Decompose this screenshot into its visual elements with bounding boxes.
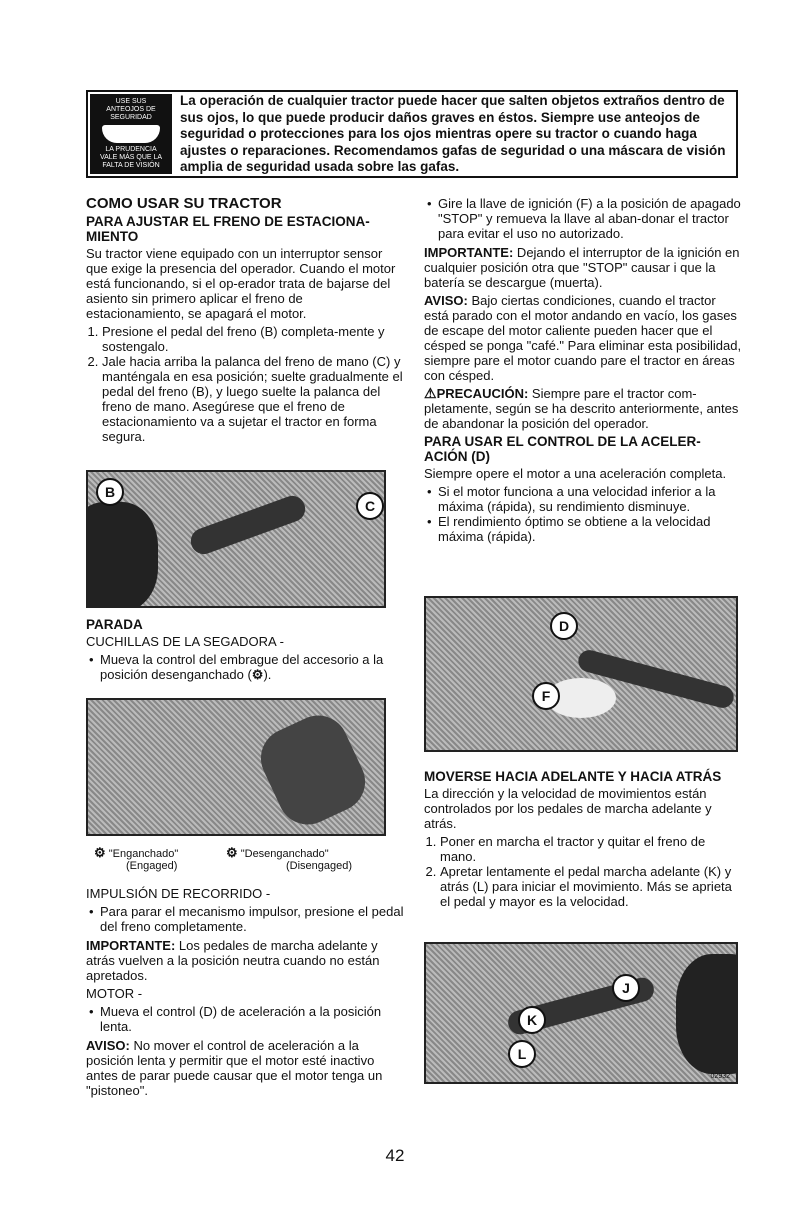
aviso-label: AVISO: — [424, 293, 468, 308]
clutch-control-photo — [86, 698, 386, 836]
callout-j: J — [612, 974, 640, 1002]
throttle-list — [424, 484, 742, 544]
icon-text-line: SEGURIDAD — [110, 114, 152, 121]
parking-brake-intro: Su tractor viene equipado con un interruptor sensor que exige la presencia del operador. Cuando el motor está funcionando, si el op-erador trata de bajarse del asiento sin primero aplicar el freno de estacionamiento, se apagará el motor. — [86, 246, 396, 321]
callout-l: L — [508, 1040, 536, 1068]
caution-text: Siempre pare el tractor com-pletamente, según se ha descrito anteriormente, antes de abandonar la posición del operador. — [424, 386, 739, 431]
list-item: • Si el motor funciona a una velocidad inferior a la máxima (rápida), su rendimiento disminuye. — [438, 484, 742, 514]
move-heading: MOVERSE HACIA ADELANTE Y HACIA ATRÁS — [424, 769, 722, 784]
aviso-note — [86, 1038, 404, 1098]
aviso-note — [424, 293, 742, 383]
drive-list — [86, 904, 404, 934]
engaged-label: "Enganchado" — [108, 848, 179, 860]
section-title: COMO USAR SU TRACTOR — [86, 195, 282, 212]
callout-c: C — [356, 492, 384, 520]
list-item — [100, 652, 404, 682]
throttle-heading: PARA USAR EL CONTROL DE LA ACELER-ACIÓN (D) — [424, 434, 701, 464]
list-item: • Mueva el control (D) de aceleración a la posición lenta. — [100, 1004, 404, 1034]
blades-bullet-text: Mueva la control del embrague del accesorio a la posición desenganchado ( — [100, 652, 384, 682]
disengaged-label: "Desenganchado" — [240, 848, 329, 860]
stop-section — [86, 614, 404, 686]
right-column — [424, 196, 742, 548]
callout-d: D — [550, 612, 578, 640]
tire-shape — [676, 954, 738, 1074]
important-label: IMPORTANTE: — [424, 245, 514, 260]
callout-b: B — [96, 478, 124, 506]
icon-text-line: LA PRUDENCIA — [105, 146, 157, 153]
drive-section — [86, 886, 404, 1101]
aviso-text: Bajo ciertas condiciones, cuando el tractor está parado con el motor andando en vacío, los gases de escape del motor caliente pueden hacer que el césped se ponga "café." Para eliminar esta posibilidad, siempre pare el motor cuando pare el tractor en áreas con césped. — [424, 293, 742, 383]
engaged-icon: ⚙ — [94, 845, 106, 860]
safety-goggles-icon — [90, 94, 172, 174]
important-label: IMPORTANTE: — [86, 938, 176, 953]
list-item: • Para parar el mecanismo impulsor, presione el pedal del freno completamente. — [100, 904, 404, 934]
icon-text-line: USE SUS — [115, 98, 147, 105]
blade-symbol-icon: ⚙ — [251, 667, 264, 682]
disengaged-icon: ⚙ — [226, 845, 238, 860]
aviso-label: AVISO: — [86, 1038, 130, 1053]
photo-code: 02932 — [710, 1073, 730, 1080]
blades-bullet-end: ). — [263, 667, 272, 682]
move-section — [424, 766, 742, 913]
disengaged-english: (Disengaged) — [286, 860, 353, 872]
brake-photo — [86, 470, 386, 608]
list-item: • Gire la llave de ignición (F) a la posición de apagado "STOP" y remueva la llave al aban-donar el tractor para evitar el uso no autorizado. — [438, 196, 742, 241]
parking-brake-heading: PARA AJUSTAR EL FRENO DE ESTACIONA-MIENTO — [86, 214, 370, 244]
list-item: 1. Presione el pedal del freno (B) completa-mente y sostengalo. — [102, 324, 404, 354]
engaged-symbol — [94, 846, 178, 861]
list-item: 1. Poner en marcha el tractor y quitar el freno de mano. — [440, 834, 742, 864]
list-item: 2. Apretar lentamente el pedal marcha adelante (K) y atrás (L) para iniciar el movimiento. Más se aprieta el pedal y mayor es la velocidad. — [440, 864, 742, 909]
parking-brake-steps — [86, 324, 404, 444]
warning-triangle-icon: ⚠ — [424, 385, 437, 401]
blades-list — [86, 652, 404, 682]
important-text: Dejando el interruptor de la ignición en cualquier posición otra que "STOP" causar i que la batería se descargue (muerta). — [424, 245, 740, 290]
move-intro: La dirección y la velocidad de movimientos están controlados por los pedales de marcha adelante y atrás. — [424, 786, 712, 831]
callout-k: K — [518, 1006, 546, 1034]
page-number: 42 — [385, 1146, 405, 1165]
move-steps — [424, 834, 742, 909]
throttle-intro: Siempre opere el motor a una aceleración completa. — [424, 466, 727, 481]
list-item: 2. Jale hacia arriba la palanca del freno de mano (C) y manténgala en esa posición; suelte gradualmente el pedal del freno (B), y luego suelte la palanca del freno de mano. Asegúrese que el freno de estacionamiento va a sujetar el tractor en forma segura. — [102, 354, 404, 444]
blades-heading: CUCHILLAS DE LA SEGADORA - — [86, 634, 284, 649]
left-column — [86, 196, 404, 448]
ignition-list — [424, 196, 742, 241]
clutch-lever-shape — [251, 706, 375, 835]
tire-shape — [86, 502, 158, 608]
motor-heading: MOTOR - — [86, 986, 143, 1001]
important-note — [424, 245, 742, 290]
stop-heading: PARADA — [86, 617, 143, 632]
aviso-text: No mover el control de aceleración a la posición lenta y permitir que el motor esté inactivo antes de parar puede causar que el motor tenga un "pistoneo". — [86, 1038, 383, 1098]
throttle-photo — [424, 596, 738, 752]
important-text: Los pedales de marcha adelante y atrás vuelven a la posición neutra cuando no están apretados. — [86, 938, 380, 983]
icon-text-line: FALTA DE VISIÓN — [102, 162, 160, 169]
drive-heading: IMPULSIÓN DE RECORRIDO - — [86, 886, 271, 901]
caution-note — [424, 386, 742, 431]
icon-text-line: VALE MÁS QUE LA — [99, 154, 163, 161]
caution-label: PRECAUCIÓN: — [436, 386, 529, 401]
disengaged-symbol — [226, 846, 329, 861]
motor-list — [86, 1004, 404, 1034]
pedal-shape — [187, 492, 309, 557]
callout-f: F — [532, 682, 560, 710]
pedals-photo — [424, 942, 738, 1084]
engaged-english: (Engaged) — [126, 860, 178, 872]
goggles-shape — [102, 125, 160, 143]
icon-text-line: ANTEOJOS DE — [106, 106, 156, 113]
safety-warning-text: La operación de cualquier tractor puede hacer que salten objetos extraños dentro de sus ojos, lo que puede producir daños graves en éstos. Siempre use anteojos de seguridad o protecciones para los ojos mientras opere su tractor o cuando haga ajustes o reparaciones. Recomendamos gafas de seguridad o una máscara de visión amplia de seguridad usada sobre las gafas. — [180, 93, 726, 174]
important-note — [86, 938, 404, 983]
list-item: • El rendimiento óptimo se obtiene a la velocidad máxima (rápida). — [438, 514, 742, 544]
